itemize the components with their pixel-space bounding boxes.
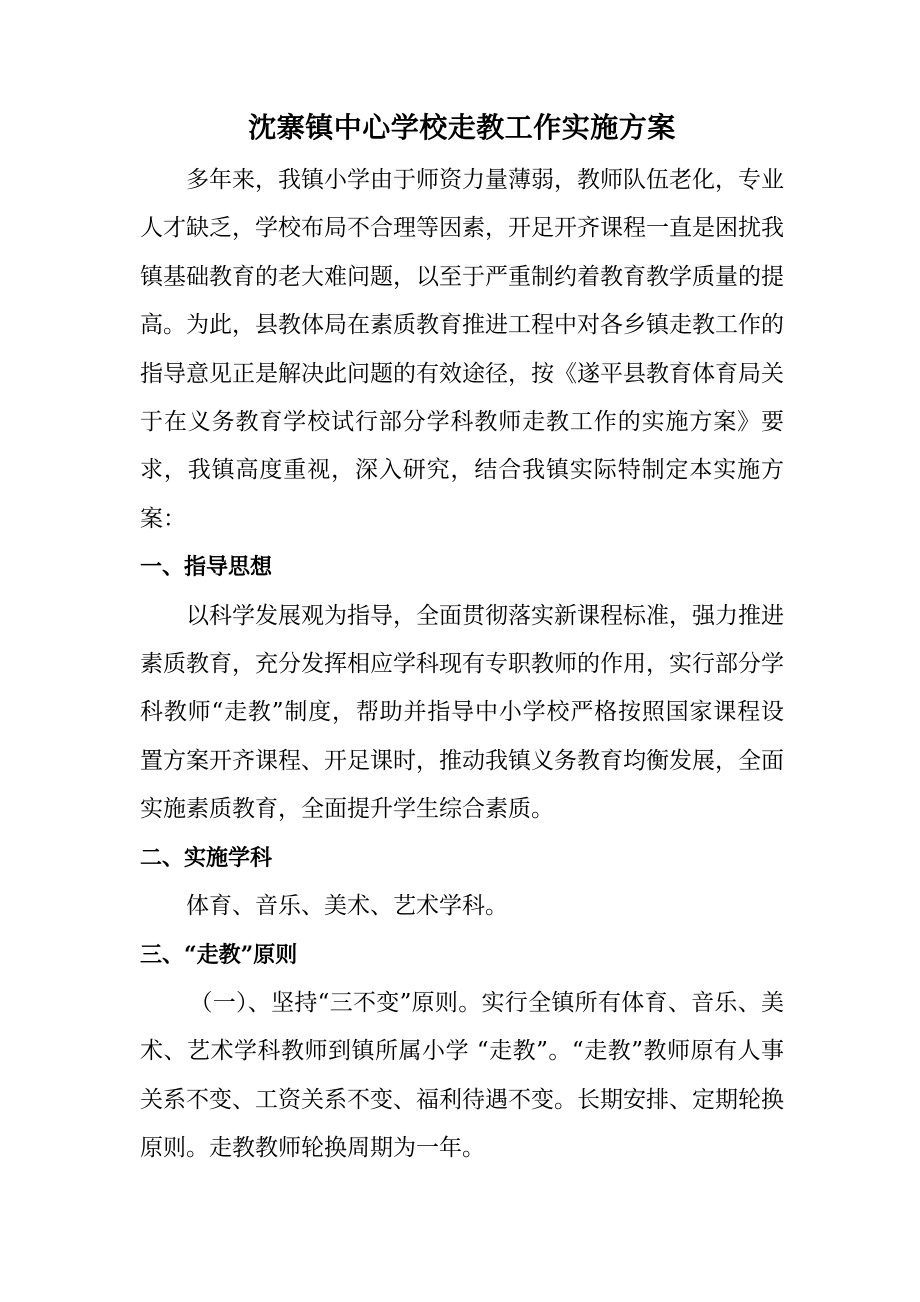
section-heading-guiding-thought: 一、指导思想: [140, 554, 273, 581]
section-heading-subjects: 二、实施学科: [140, 844, 273, 871]
intro-paragraph: 多年来，我镇小学由于师资力量薄弱，教师队伍老化，专业人才缺乏，学校布局不合理等因素，开足开齐课程一直是困扰我镇基础教育的老大难问题，以至于严重制约着教育教学质量的提高。为此，县教体局在素质教育推进工程中对各乡镇走教工作的指导意见正是解决此问题的有效途径，按《遂平县教育体育局关于在义务教育学校试行部分学科教师走教工作的实施方案》要求，我镇高度重视，深入研究，结合我镇实际特制定本实施方案：: [140, 167, 784, 532]
section-heading-principles: 三、“走教”原则: [140, 941, 298, 968]
section-body-principles: （一）、坚持“三不变”原则。实行全镇所有体育、音乐、美术、艺术学科教师到镇所属小学 “走教”。“走教”教师原有人事关系不变、工资关系不变、福利待遇不变。长期安排、定期轮换原则。走教教师轮换周期为一年。: [140, 989, 784, 1162]
document-title: 沈寨镇中心学校走教工作实施方案: [248, 111, 676, 144]
section-body-subjects: 体育、音乐、美术、艺术学科。: [186, 893, 508, 920]
section-body-guiding-thought: 以科学发展观为指导，全面贯彻落实新课程标准，强力推进素质教育，充分发挥相应学科现有专职教师的作用，实行部分学科教师“走教”制度，帮助并指导中小学校严格按照国家课程设置方案开齐课程、开足课时，推动我镇义务教育均衡发展，全面实施素质教育，全面提升学生综合素质。: [140, 602, 784, 823]
document-page: [140, 108, 784, 1173]
